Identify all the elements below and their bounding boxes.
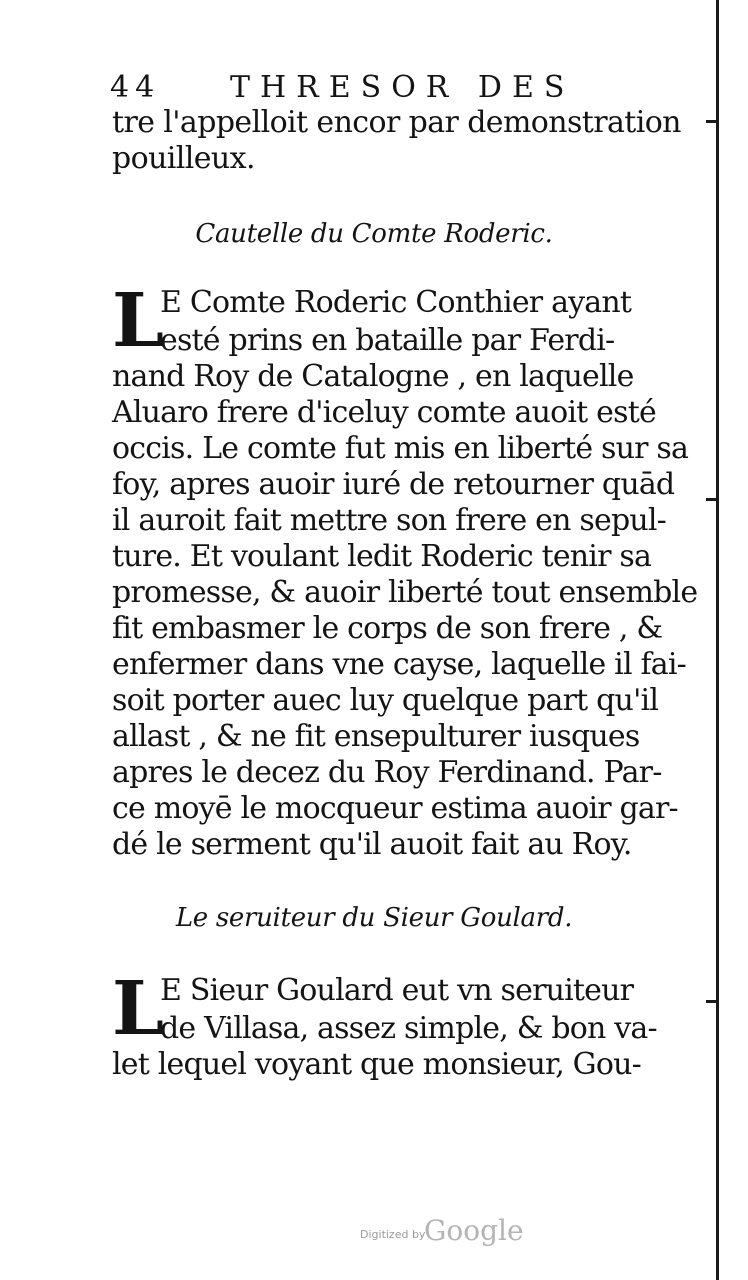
text-line: de Villasa, assez simple, & bon va- xyxy=(160,1011,657,1046)
text-line: Aluaro frere d'iceluy comte auoit esté xyxy=(112,395,656,430)
text-line: foy, apres auoir iuré de retourner quād xyxy=(112,467,675,502)
text-line: let lequel voyant que monsieur, Gou- xyxy=(112,1047,641,1082)
edge-tick-mark xyxy=(706,120,718,123)
section-heading: Le seruiteur du Sieur Goulard. xyxy=(175,903,573,933)
text-line: soit porter auec luy quelque part qu'il xyxy=(112,683,659,718)
text-line: tre l'appelloit encor par demonstration xyxy=(112,105,681,140)
text-line: il auroit fait mettre son frere en sepul- xyxy=(112,503,667,538)
text-line: promesse, & auoir liberté tout ensemble xyxy=(112,575,698,610)
edge-tick-mark xyxy=(706,498,718,501)
text-line: E Sieur Goulard eut vn seruiteur xyxy=(160,973,634,1008)
attribution-prefix: Digitized by xyxy=(360,1228,426,1241)
google-logo: Google xyxy=(424,1214,524,1247)
text-line: E Comte Roderic Conthier ayant xyxy=(160,285,632,320)
text-line: nand Roy de Catalogne , en laquelle xyxy=(112,359,634,394)
drop-cap: L xyxy=(112,966,165,1052)
page-edge-line xyxy=(716,0,719,1280)
running-title: THRESOR DES xyxy=(230,70,575,105)
text-line: ce moyē le mocqueur estima auoir gar- xyxy=(112,791,678,826)
section-heading: Cautelle du Comte Roderic. xyxy=(195,219,553,249)
text-line: dé le serment qu'il auoit fait au Roy. xyxy=(112,827,632,862)
text-line: ture. Et voulant ledit Roderic tenir sa xyxy=(112,539,652,574)
page-number: 44 xyxy=(110,70,161,105)
text-line: esté prins en bataille par Ferdi- xyxy=(160,323,615,358)
text-line: apres le decez du Roy Ferdinand. Par- xyxy=(112,755,662,790)
drop-cap: L xyxy=(112,278,165,364)
text-line: fit embasmer le corps de son frere , & xyxy=(112,611,663,646)
text-line: enfermer dans vne cayse, laquelle il fai- xyxy=(112,647,686,682)
text-line: allast , & ne fit ensepulturer iusques xyxy=(112,719,640,754)
text-line: pouilleux. xyxy=(112,141,255,176)
text-line: occis. Le comte fut mis en liberté sur sa xyxy=(112,431,689,466)
digitization-attribution xyxy=(360,1214,560,1254)
edge-tick-mark xyxy=(706,1000,718,1003)
